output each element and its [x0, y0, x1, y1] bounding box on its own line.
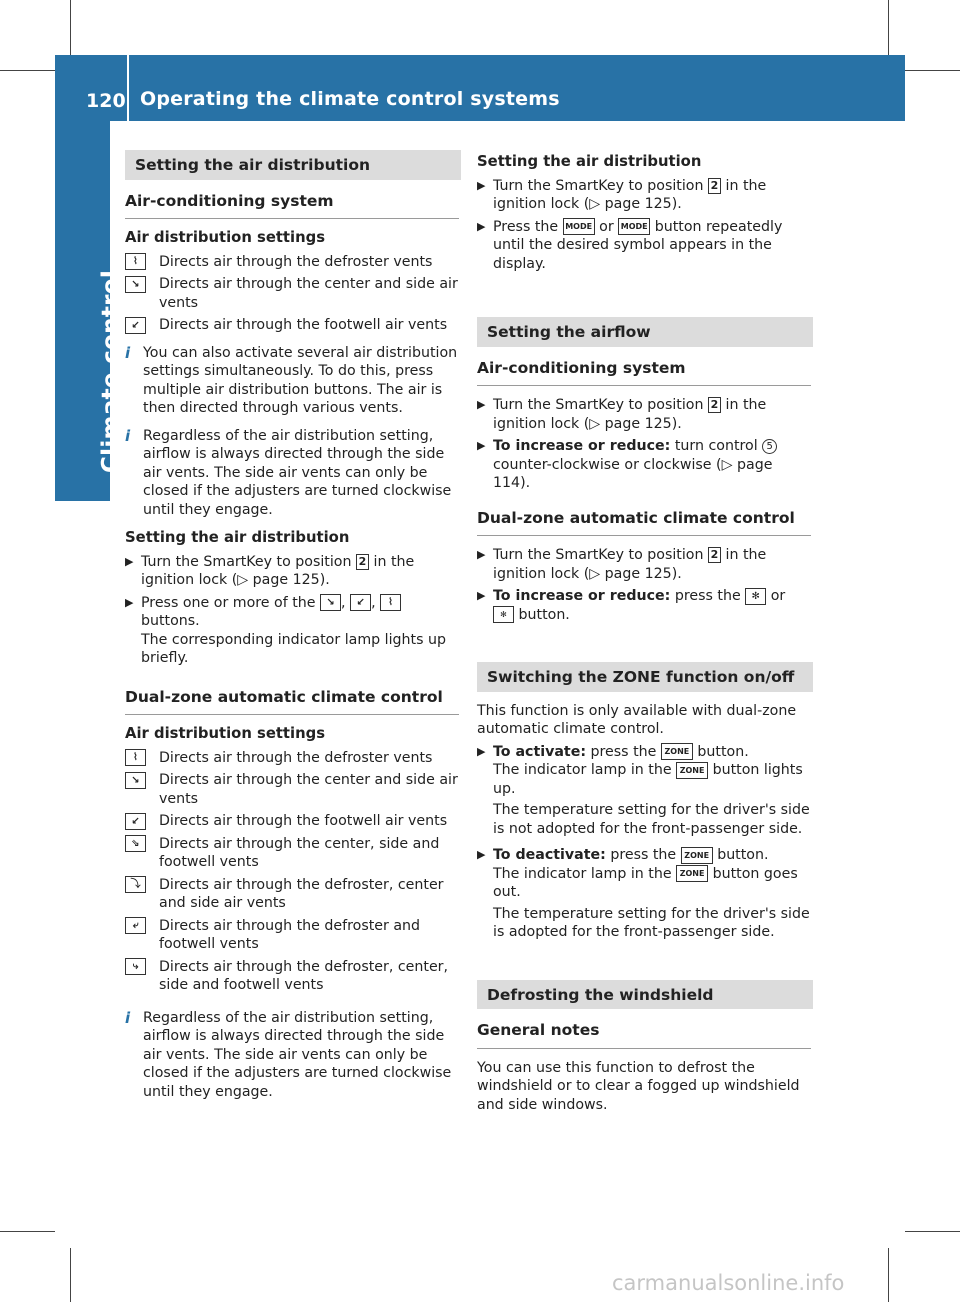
step-text-part: in the ignition lock (▷ page 125). — [493, 397, 767, 432]
step-text — [493, 846, 811, 942]
note-text: Regardless of the air distribution setting, airflow is always directed through the side air vents. The side air vents can only be closed if the adjusters are turned clockwise until they engage. — [143, 1009, 452, 1100]
crop-mark — [888, 1248, 889, 1302]
fan-down-icon: ✻ — [493, 606, 514, 623]
crop-mark — [888, 0, 889, 55]
center-vent-icon: ↘ — [320, 594, 341, 611]
footwell-vent-icon: ↙ — [125, 316, 159, 335]
arrow-icon: ▶ — [477, 548, 486, 561]
page-number: 120 — [86, 90, 126, 112]
page-title: Operating the climate control systems — [140, 88, 560, 110]
crop-mark — [0, 1231, 55, 1232]
step-text-part: in the ignition lock (▷ page 125). — [493, 177, 767, 212]
step-text-part: press the — [674, 588, 741, 604]
arrow-icon: ▶ — [477, 178, 486, 192]
arrow-icon: ▶ — [125, 554, 134, 568]
step-label: To activate: — [493, 743, 587, 760]
subsection-heading: Dual-zone automatic climate control — [477, 497, 811, 537]
body-text: You can use this function to defrost the windshield or to clear a fogged up windshield and side windows. — [477, 1059, 800, 1113]
watermark: carmanualsonline.info — [612, 1271, 845, 1295]
fan-up-icon: ✻ — [745, 588, 766, 605]
section-title: Defrosting the windshield — [477, 980, 813, 1010]
separator: , — [371, 594, 376, 611]
step-text-part: in the ignition lock (▷ page 125). — [141, 553, 415, 588]
step-text-part: button goes out. — [493, 865, 798, 900]
center-vent-icon: ↘ — [125, 771, 159, 808]
step-text-part: turn control — [674, 438, 758, 454]
item-text: Directs air through the defroster, center and side air vents — [159, 876, 444, 911]
step — [477, 587, 811, 624]
list-item — [125, 253, 459, 272]
list-item — [125, 316, 459, 335]
step-result — [493, 761, 811, 798]
step-text-part: button. — [717, 847, 769, 863]
step-text — [493, 437, 811, 493]
step-text — [493, 743, 811, 839]
settings-heading: Air distribution settings — [125, 229, 326, 246]
center-footwell-vent-icon: ⇘ — [125, 835, 159, 872]
note-text: You can also activate several air distribution settings simultaneously. To do this, press multiple air distribution buttons. The air is then directed through various vents. — [143, 344, 458, 416]
step-text — [141, 553, 459, 590]
intro-text: This function is only available with dual-zone automatic climate control. — [477, 702, 797, 737]
subsection-heading: Air-conditioning system — [477, 347, 811, 387]
list-item — [125, 812, 459, 831]
crop-mark — [0, 70, 55, 71]
step — [477, 177, 811, 214]
zone-button-icon: ZONE — [676, 762, 708, 779]
footwell-vent-icon: ↙ — [350, 594, 371, 611]
info-note — [125, 344, 459, 418]
step-text — [493, 177, 811, 214]
step-text-part: button repeatedly until the desired symbol appears in the display. — [493, 218, 783, 272]
arrow-icon: ▶ — [477, 219, 486, 233]
item-text: Directs air through the defroster and footwell vents — [159, 917, 421, 952]
step — [477, 396, 811, 433]
list-item — [125, 749, 459, 768]
item-text: Directs air through the center, side and footwell vents — [159, 835, 440, 870]
step-label: To increase or reduce: — [493, 438, 671, 454]
arrow-icon: ▶ — [477, 398, 486, 411]
step-text-part: press the — [590, 743, 657, 760]
step-text-part: buttons. — [141, 613, 200, 629]
center-vent-icon: ↘ — [125, 275, 159, 312]
note-text: Regardless of the air distribution setting, airflow is always directed through the side air vents. The side air vents can only be closed if the adjusters are turned clockwise until they engage. — [143, 427, 452, 518]
mode-up-icon: MODE — [563, 218, 595, 235]
step-text-part: Turn the SmartKey to position — [141, 553, 352, 570]
step-text-part: The indicator lamp in the — [493, 762, 672, 778]
step-result: The temperature setting for the driver's side is adopted for the front-passenger side. — [493, 905, 810, 940]
crop-mark — [70, 0, 71, 55]
step-text — [493, 546, 811, 583]
arrow-icon: ▶ — [477, 744, 486, 758]
right-column — [477, 150, 811, 1118]
info-icon: i — [125, 343, 131, 362]
list-item — [125, 275, 459, 312]
info-icon: i — [125, 1008, 131, 1027]
footwell-vent-icon: ↙ — [125, 812, 159, 831]
list-item — [125, 917, 459, 954]
section-title: Setting the air distribution — [125, 150, 461, 180]
left-column — [125, 150, 459, 1107]
step-text-part: in the ignition lock (▷ page 125). — [493, 547, 767, 582]
crop-mark — [905, 70, 960, 71]
list-item — [125, 771, 459, 808]
zone-button-icon: ZONE — [661, 743, 693, 760]
item-text: Directs air through the defroster vents — [159, 749, 433, 766]
step-text-part: or — [770, 588, 786, 604]
subsection-heading: Air-conditioning system — [125, 180, 459, 220]
step-text-part: Press the — [493, 218, 559, 235]
step-result — [493, 865, 811, 902]
step-text-part: Turn the SmartKey to position — [493, 547, 704, 563]
key-position-icon: 2 — [708, 547, 721, 563]
step-text-part: counter-clockwise or clockwise (▷ page 114). — [493, 456, 773, 491]
separator: , — [341, 594, 346, 611]
item-text: Directs air through the footwell air vents — [159, 317, 448, 333]
info-note — [125, 427, 459, 520]
crop-mark — [905, 1231, 960, 1232]
step-text-part: The indicator lamp in the — [493, 865, 672, 882]
step-text-part: Turn the SmartKey to position — [493, 397, 704, 413]
settings-heading: Setting the air distribution — [477, 153, 702, 170]
list-item — [125, 835, 459, 872]
side-tab-label: Climate control — [98, 269, 124, 473]
section-title: Switching the ZONE function on/off — [477, 662, 813, 692]
arrow-icon: ▶ — [477, 439, 486, 452]
step — [477, 846, 811, 942]
control-number-icon: 5 — [762, 439, 777, 454]
step-text-part: Press one or more of the — [141, 594, 316, 611]
item-text: Directs air through the footwell air vents — [159, 813, 448, 829]
settings-heading: Air distribution settings — [125, 725, 326, 742]
defrost-vent-icon: ⌇ — [380, 594, 401, 611]
defrost-footwell-vent-icon: ⤶ — [125, 917, 159, 954]
crop-mark — [70, 1248, 71, 1302]
step-text-part: press the — [610, 847, 677, 863]
step — [477, 743, 811, 839]
step-text-part: button. — [697, 743, 749, 760]
section-title: Setting the airflow — [477, 317, 813, 347]
step-text — [493, 396, 811, 433]
zone-button-icon: ZONE — [681, 847, 713, 864]
mode-down-icon: MODE — [618, 218, 650, 235]
item-text: Directs air through the center and side air vents — [159, 772, 458, 807]
step — [125, 594, 459, 668]
step — [477, 218, 811, 274]
info-icon: i — [125, 426, 131, 445]
defrost-vent-icon: ⌇ — [125, 253, 159, 272]
arrow-icon: ▶ — [477, 848, 486, 861]
arrow-icon: ▶ — [125, 595, 134, 609]
key-position-icon: 2 — [356, 554, 369, 570]
subsection-heading: General notes — [477, 1009, 811, 1049]
zone-button-icon: ZONE — [676, 865, 708, 882]
step-result: The temperature setting for the driver's side is not adopted for the front-passenger side. — [493, 802, 810, 837]
step-text-part: Turn the SmartKey to position — [493, 177, 704, 194]
list-item — [125, 958, 459, 995]
step-text — [141, 594, 459, 668]
defrost-center-vent-icon: ⤵ — [125, 876, 159, 913]
all-vents-icon: ⤷ — [125, 958, 159, 995]
step — [125, 553, 459, 590]
step — [477, 546, 811, 583]
key-position-icon: 2 — [708, 178, 721, 194]
step-text — [493, 218, 811, 274]
step-result: The corresponding indicator lamp lights up briefly. — [141, 631, 447, 666]
step-label: To increase or reduce: — [493, 588, 671, 604]
defrost-vent-icon: ⌇ — [125, 749, 159, 768]
item-text: Directs air through the defroster vents — [159, 253, 433, 270]
list-item — [125, 876, 459, 913]
step — [477, 437, 811, 493]
item-text: Directs air through the center and side air vents — [159, 276, 458, 311]
info-note — [125, 1009, 459, 1102]
item-text: Directs air through the defroster, center, side and footwell vents — [159, 958, 449, 993]
header-divider — [127, 55, 129, 121]
subsection-heading: Dual-zone automatic climate control — [125, 676, 459, 716]
key-position-icon: 2 — [708, 397, 721, 413]
step-text-part: or — [599, 218, 614, 235]
settings-heading: Setting the air distribution — [125, 529, 350, 546]
step-text — [493, 587, 811, 624]
step-text-part: button. — [518, 606, 570, 623]
step-text-part: button lights up. — [493, 762, 803, 797]
arrow-icon: ▶ — [477, 589, 486, 602]
step-label: To deactivate: — [493, 847, 606, 863]
